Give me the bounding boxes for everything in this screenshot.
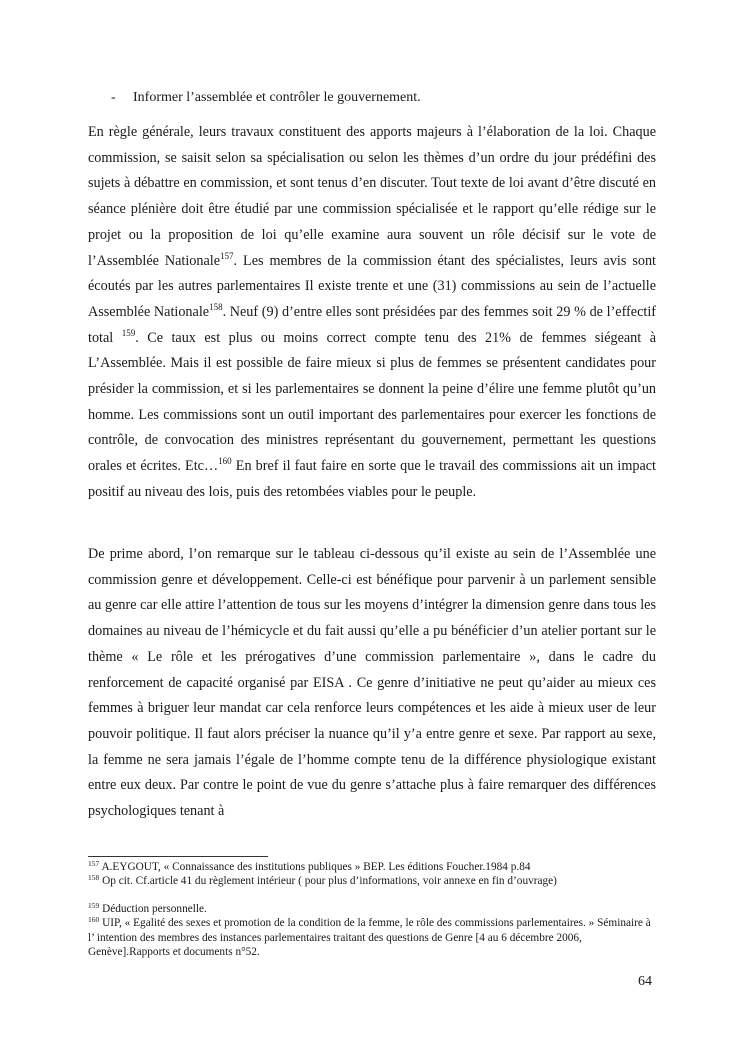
paragraph1-text-1: En règle générale, leurs travaux constituent des apports majeurs à l’élaboration de la loi. Chaque commission, se saisit selon sa spécialisation ou selon les thèmes d’un ordre du jour prédéfini des sujets à débattre en commission, et sont tenus d’en discuter. Tout texte de loi avant d’être discuté en séance plénière doit être étudié par une commission spécialisée et le rapport qu’elle rédige sur le projet ou la proposition de loi qu’elle examine aura souvent un rôle décisif sur le vote de l’Assemblée Nationale — [88, 124, 656, 269]
paragraph1-text-3: . Neuf (9) d’entre elles sont présidées par des femmes soit 29 % de l’effectif total — [88, 303, 656, 346]
footnote-text: Déduction personnelle. — [99, 903, 207, 915]
footnote-text: A.EYGOUT, « Connaissance des institutions publiques » BEP. Les éditions Foucher.1984 p.84 — [99, 861, 531, 873]
paragraph1-text-5: En bref il faut faire en sorte que le travail des commissions ait un impact positif au niveau des lois, puis des retombées viables pour le peuple. — [88, 458, 656, 500]
footnote-text: UIP, « Egalité des sexes et promotion de la condition de la femme, le rôle des commissions parlementaires. » Séminaire à l’ intention des membres des instances parlementaires traitant des questions de Genre [4 au 6 décembre 2006, Genève].Rapports et documents n°52. — [88, 917, 651, 958]
footnote-number: 160 — [88, 915, 100, 924]
footnote-160 — [88, 916, 658, 960]
footnote-158 — [88, 874, 658, 889]
paragraph-commissions — [88, 120, 656, 506]
footnote-number: 157 — [88, 859, 100, 868]
footnote-ref-160[interactable]: 160 — [218, 456, 232, 467]
footnote-ref-157[interactable]: 157 — [220, 250, 234, 261]
footnote-157 — [88, 860, 658, 875]
footnote-ref-159[interactable]: 159 — [121, 327, 136, 338]
footnote-ref-158[interactable]: 158 — [209, 301, 223, 312]
paragraph1-text-4: . Ce taux est plus ou moins correct compte tenu des 21% de femmes siégeant à L’Assemblée. Mais il est possible de faire mieux si plus de femmes se présentent candidates pour présider la commission, et si les parlementaires se donnent la peine d’élire une femme plutôt qu’un homme. Les commissions sont un outil important des parlementaires pour exercer les fonctions de contrôle, de convocation des ministres représentant du gouvernement, permettant les questions orales et écrites. Etc… — [88, 329, 656, 475]
bullet-item — [111, 88, 421, 108]
footnote-number: 159 — [88, 901, 100, 910]
bullet-dash: - — [111, 90, 116, 105]
footnote-number: 158 — [88, 873, 100, 882]
page-number: 64 — [638, 974, 652, 989]
footnote-text: Op cit. Cf.article 41 du règlement intérieur ( pour plus d’informations, voir annexe en fin d’ouvrage) — [99, 875, 557, 887]
footnote-159 — [88, 902, 658, 917]
footnote-separator — [88, 856, 268, 857]
bullet-text: Informer l’assemblée et contrôler le gouvernement. — [133, 90, 421, 105]
paragraph1-text-2: . Les membres de la commission étant des spécialistes, leurs avis sont écoutés par les autres parlementaires Il existe trente et une (31) commissions au sein de l’actuelle Assemblée Nationale — [88, 252, 656, 320]
paragraph-genre: De prime abord, l’on remarque sur le tableau ci-dessous qu’il existe au sein de l’Assemblée une commission genre et développement. Celle-ci est bénéfique pour parvenir à un parlement sensible au genre car elle attire l’attention de tous sur les moyens d’intégrer la dimension genre dans tous les domaines au niveau de l’hémicycle et du fait aussi qu’elle a pu bénéficier d’un atelier portant sur le thème « Le rôle et les prérogatives d’une commission parlementaire », dans le cadre du renforcement de capacité organisé par EISA . Ce genre d’initiative ne peut qu’aider au mieux ces femmes à briguer leur mandat car cela renforce leurs compétences et les aide à mieux user de leur pouvoir politique. Il faut alors préciser la nuance qu’il y’a entre genre et sexe. Par rapport au sexe, la femme ne sera jamais l’égale de l’homme compte tenu de la différence physiologique existant entre eux deux. Par contre le point de vue du genre s’attache plus à faire remarquer des différences psychologiques tenant à — [88, 546, 656, 820]
